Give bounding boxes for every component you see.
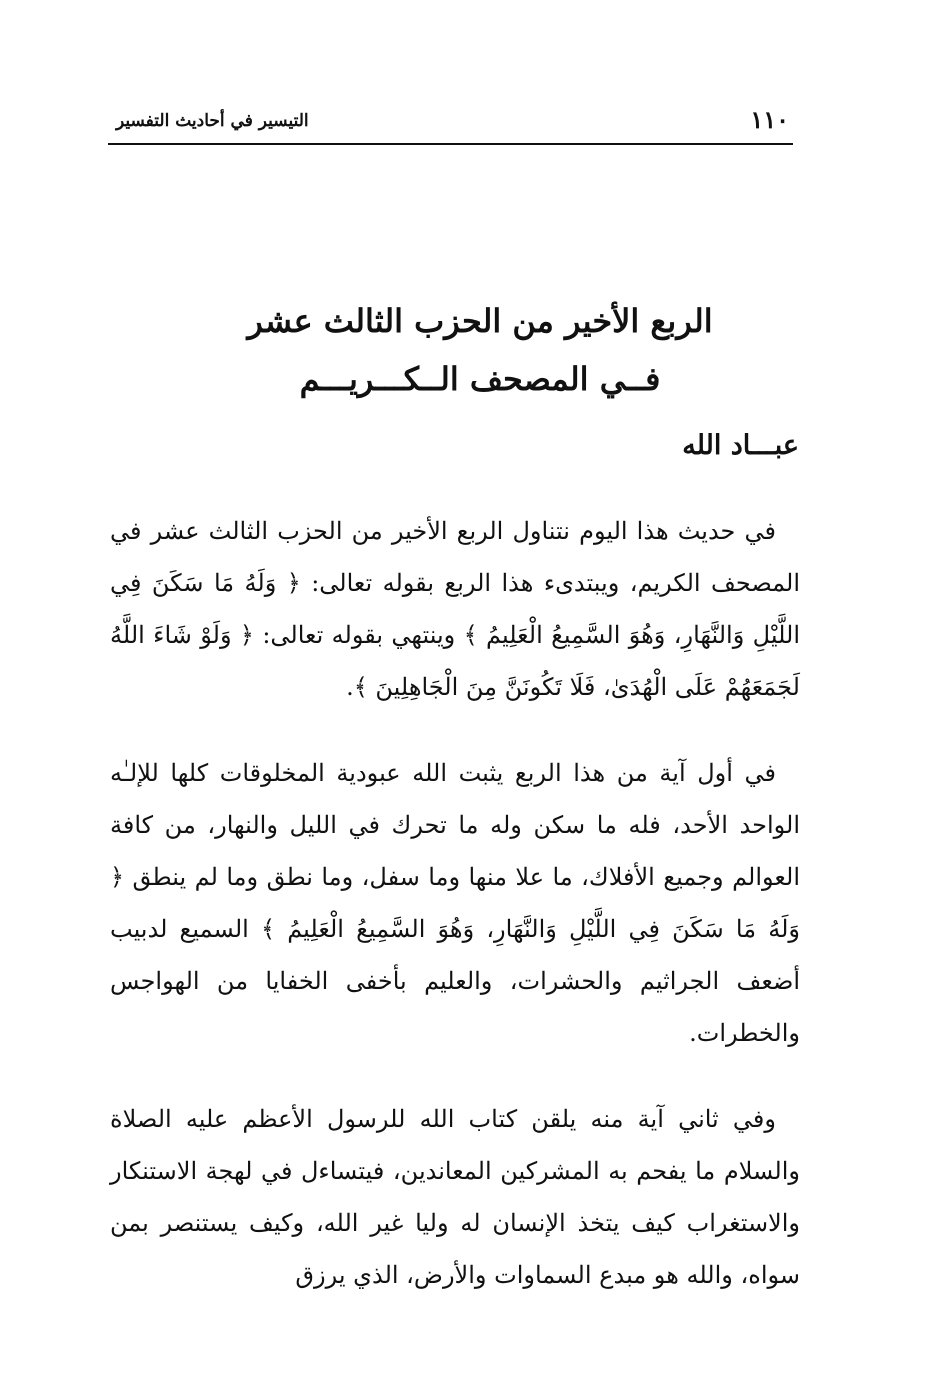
chapter-title-line-2: فــي المصحف الــكـــريـــم	[299, 360, 661, 398]
book-title: التيسير في أحاديث التفسير	[116, 111, 309, 131]
chapter-title	[150, 292, 810, 408]
paragraph-2: في أول آية من هذا الربع يثبت الله عبودية المخلوقات كلها للإلـٰه الواحد الأحد، فله ما سكن وله ما تحرك في الليل والنهار، من كافة العوالم وجميع الأفلاك، ما علا منها وما سفل، وما نطق وما لم ينطق ﴿ وَلَهُ مَا سَكَنَ فِي اللَّيْلِ وَالنَّهَارِ، وَهُوَ السَّمِيعُ الْعَلِيمُ ﴾ السميع لدبيب أضعف الجراثيم والحشرات، والعليم بأخفى الخفايا من الهواجس والخطرات.	[110, 759, 801, 1047]
paragraph-3: وفي ثاني آية منه يلقن كتاب الله للرسول الأعظم عليه الصلاة والسلام ما يفحم به المشركين المعاندين، فيتساءل في لهجة الاستنكار والاستغراب كيف يتخذ الإنسان له وليا غير الله، وكيف يستنصر بمن سواه، والله هو مبدع السماوات والأرض، الذي يرزق	[110, 1105, 800, 1289]
chapter-title-line-1: الربع الأخير من الحزب الثالث عشر	[247, 302, 713, 340]
running-header	[108, 103, 793, 145]
body-text	[110, 505, 800, 1301]
paragraph-1: في حديث هذا اليوم نتناول الربع الأخير من الحزب الثالث عشر في المصحف الكريم، ويبتدىء هذا الربع بقوله تعالى: ﴿ وَلَهُ مَا سَكَنَ فِي اللَّيْلِ وَالنَّهَارِ، وَهُوَ السَّمِيعُ الْعَلِيمُ ﴾ وينتهي بقوله تعالى: ﴿ وَلَوْ شَاءَ اللَّهُ لَجَمَعَهُمْ عَلَى الْهُدَىٰ، فَلَا تَكُونَنَّ مِنَ الْجَاهِلِينَ ﴾.	[110, 517, 801, 701]
page-number: ١١٠	[750, 105, 789, 134]
section-heading: عبـــاد الله	[682, 430, 799, 461]
